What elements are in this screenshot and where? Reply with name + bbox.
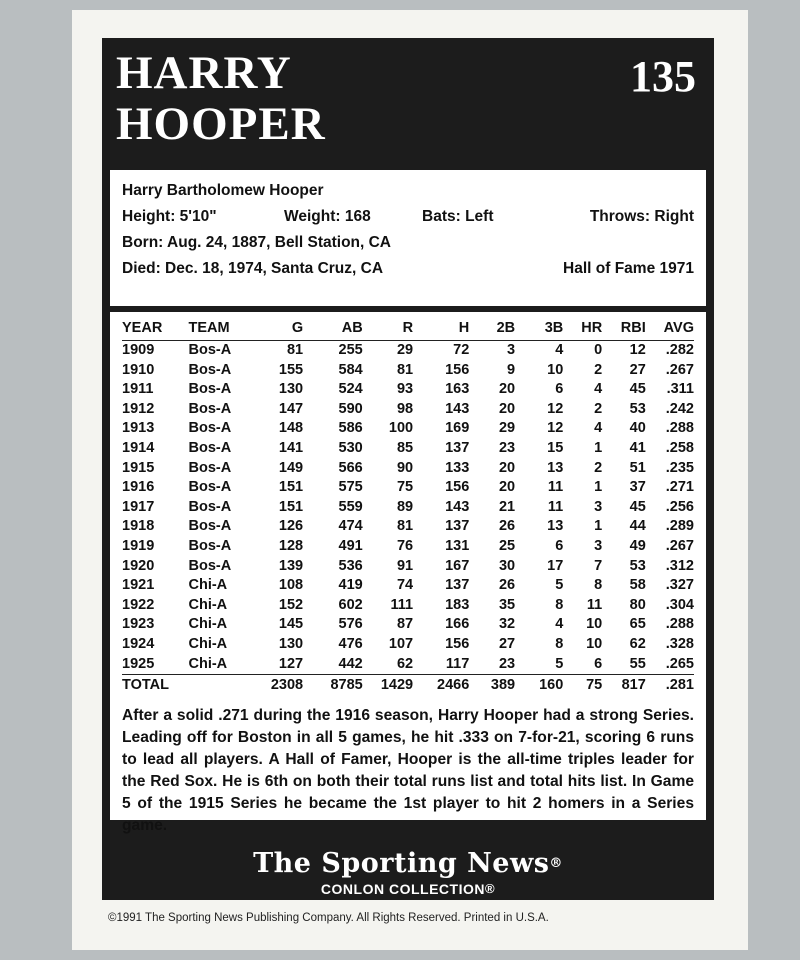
stat-cell: 1919 [122,537,155,554]
stat-cell: 30 [498,557,516,574]
table-row [122,576,694,596]
stat-cell: 62 [629,635,646,652]
stat-cell: 139 [278,557,304,574]
stat-cell: 58 [629,577,646,594]
stat-cell: 1920 [122,557,155,574]
stat-cell: 8 [555,596,564,613]
bio-line-1 [122,178,694,204]
col-header-3b: 3B [515,318,563,341]
stat-cell: 127 [278,655,304,672]
stat-cell: 20 [498,479,516,496]
stat-cell: 21 [498,498,516,515]
stat-cell: 45 [629,498,646,515]
stat-cell: 3 [594,537,603,554]
stat-cell: 474 [338,518,363,535]
stat-cell: .311 [666,381,694,398]
stat-cell: 148 [278,420,304,437]
table-row [122,478,694,498]
stat-cell: 12 [547,400,564,417]
stat-cell: 117 [445,655,470,672]
stat-cell: 6 [555,381,564,398]
stat-cell: 4 [594,420,603,437]
stat-cell: 1921 [122,577,155,594]
player-name [116,48,326,150]
stat-cell: 93 [396,381,414,398]
stat-cell: 6 [594,655,603,672]
stat-cell: 32 [498,616,516,633]
stat-cell: 3 [507,342,516,358]
full-name: Harry Bartholomew Hooper [122,182,324,199]
stat-cell: 1925 [122,655,155,672]
stat-cell: 81 [396,518,414,535]
stat-cell: 20 [498,400,516,417]
col-header-year: YEAR [122,318,188,341]
stat-cell: 536 [338,557,363,574]
stats-body [122,341,694,698]
table-row [122,596,694,616]
table-row [122,419,694,439]
col-header-r: R [363,318,413,341]
stat-cell: 85 [396,439,414,456]
stat-cell: 40 [629,420,646,437]
stat-cell: 4 [594,381,603,398]
stat-cell: 1913 [122,420,155,437]
stat-cell: 1923 [122,616,155,633]
stat-cell: 576 [338,616,363,633]
stat-cell: 76 [396,537,414,554]
stat-cell: 4 [555,342,564,358]
stat-cell: 566 [338,459,363,476]
stat-cell: 45 [629,381,646,398]
col-header-avg: AVG [646,318,694,341]
stat-cell: 130 [278,635,304,652]
stat-cell: 590 [338,400,363,417]
stat-cell: 91 [396,557,414,574]
table-row [122,655,694,675]
stat-cell: 4 [555,616,564,633]
stat-cell: 53 [629,557,646,574]
stat-cell: 151 [278,498,304,515]
stat-cell: 53 [629,400,646,417]
career-blurb: After a solid .271 during the 1916 season, Harry Hooper had a strong Series. Leading off for Boston in all 5 games, he hit .333 on 7-for-21, scoring 6 runs to lead all players. A Hall of Famer, Hooper is the all-time triples leader for the Red Sox. He is 6th on both their total runs list and total hits list. In Game 5 of the 1915 Series he became the 1st player to hit 2 homers in a Series game. [122,707,694,835]
stat-cell: 169 [445,420,470,437]
table-row [122,635,694,655]
col-header-2b: 2B [469,318,515,341]
stat-cell: 3 [594,498,603,515]
stat-cell: .288 [665,616,694,633]
stat-cell: 65 [629,616,646,633]
table-row [122,341,694,361]
sporting-news-logo [102,848,714,898]
stat-cell: 1914 [122,439,155,456]
stat-cell: .267 [665,361,694,378]
stat-cell: 1 [594,439,603,456]
stat-cell: 1922 [122,596,155,613]
stat-cell: 6 [555,537,564,554]
bio-line-2 [122,204,694,230]
stat-cell: 559 [338,498,363,515]
stat-cell: 1912 [122,400,155,417]
stat-cell: Bos-A [188,439,232,456]
stat-cell: 1909 [122,342,155,358]
stat-cell: .258 [665,439,694,456]
stat-cell: 530 [338,439,363,456]
stat-cell: 491 [338,537,363,554]
stat-cell: 12 [629,342,646,358]
stat-cell: .242 [665,400,694,417]
stat-cell: 149 [278,459,304,476]
stat-cell: 156 [445,361,470,378]
bio-line-3 [122,230,694,256]
stat-cell: Chi-A [188,596,228,613]
card-number: 135 [630,52,696,101]
stat-cell: 255 [338,342,363,358]
stat-cell: 35 [498,596,516,613]
stat-cell: Bos-A [188,420,232,437]
stats-table [122,318,694,697]
stat-cell: Bos-A [188,557,232,574]
stat-cell: 156 [445,479,470,496]
stat-cell: 0 [594,342,603,358]
total-cell: 2466 [413,675,469,698]
stat-cell: 183 [445,596,470,613]
stat-cell: 87 [396,616,414,633]
stat-cell: .327 [665,577,694,594]
stat-cell: 1918 [122,518,155,535]
copyright-notice: ©1991 The Sporting News Publishing Company. All Rights Reserved. Printed in U.S.A. [108,912,549,924]
died: Died: Dec. 18, 1974, Santa Cruz, CA [122,260,384,277]
total-cell: 160 [515,675,563,698]
registered-mark-sub: ® [484,881,496,896]
stat-cell: 11 [586,596,603,613]
stat-cell: Chi-A [188,635,228,652]
stat-cell: Bos-A [188,400,232,417]
stat-cell: 11 [547,498,564,515]
table-row [122,537,694,557]
stat-cell: 62 [396,655,414,672]
stat-cell: 81 [286,342,304,358]
total-cell: 817 [602,675,646,698]
col-header-g: G [255,318,303,341]
stat-cell: 10 [586,616,603,633]
stat-cell: 163 [445,381,470,398]
stat-cell: 143 [445,498,470,515]
stat-cell: .328 [665,635,694,652]
hall-of-fame: Hall of Fame 1971 [563,260,694,277]
stat-cell: 2 [594,459,603,476]
stat-cell: 167 [445,557,470,574]
stat-cell: 75 [396,479,414,496]
stat-cell: 27 [498,635,516,652]
table-row [122,459,694,479]
stat-cell: 13 [547,518,564,535]
stat-cell: 13 [547,459,564,476]
card-black-panel [102,38,714,900]
stat-cell: 137 [445,439,470,456]
total-cell: 2308 [255,675,303,698]
stat-cell: 137 [445,577,470,594]
stat-cell: 586 [338,420,363,437]
registered-mark: ® [549,856,563,871]
stat-cell: 575 [338,479,363,496]
stat-cell: 1 [594,479,603,496]
stat-cell: 128 [278,537,304,554]
stat-cell: 7 [594,557,603,574]
stat-cell: 137 [445,518,470,535]
stat-cell: 98 [396,400,414,417]
stat-cell: 26 [498,577,516,594]
bio-panel [110,170,706,306]
stat-cell: 5 [555,655,564,672]
stat-cell: 11 [547,479,564,496]
stat-cell: 130 [278,381,304,398]
stat-cell: 74 [396,577,414,594]
stat-cell: .265 [665,655,694,672]
stat-cell: 23 [498,439,516,456]
stat-cell: 107 [388,635,414,652]
stat-cell: 151 [278,479,304,496]
stat-cell: 49 [629,537,646,554]
stat-cell: 55 [629,655,646,672]
stat-cell: Bos-A [188,459,232,476]
stat-cell: 89 [396,498,414,515]
stat-cell: 147 [278,400,304,417]
stat-cell: 2 [594,361,603,378]
height: Height: 5'10" [122,208,217,225]
stat-cell: 8 [555,635,564,652]
table-row [122,439,694,459]
stat-cell: 1924 [122,635,155,652]
stat-cell: 442 [338,655,363,672]
bats: Bats: Left [422,208,494,225]
stat-cell: Bos-A [188,518,232,535]
stat-cell: 156 [445,635,470,652]
table-row [122,380,694,400]
stat-cell: 72 [453,342,470,358]
stat-cell: 100 [388,420,414,437]
stat-cell: Bos-A [188,498,232,515]
total-cell: 8785 [303,675,363,698]
bio-line-4 [122,256,694,282]
stat-cell: 8 [594,577,603,594]
stat-cell: Chi-A [188,616,228,633]
stat-cell: 5 [555,577,564,594]
stat-cell: Bos-A [188,479,232,496]
stat-cell: 1916 [122,479,155,496]
stat-cell: 20 [498,381,516,398]
stat-cell: 1 [594,518,603,535]
col-header-hr: HR [563,318,602,341]
stat-cell: .289 [665,518,694,535]
total-cell: 389 [469,675,515,698]
stat-cell: 1910 [122,361,155,378]
stat-cell: 29 [396,342,414,358]
stat-cell: 10 [547,361,564,378]
stat-cell: 131 [445,537,470,554]
stat-cell: Chi-A [188,577,228,594]
total-cell: 1429 [363,675,413,698]
stat-cell: 12 [547,420,564,437]
stat-cell: Chi-A [188,655,228,672]
total-cell: TOTAL [122,675,188,698]
stat-cell: 20 [498,459,516,476]
stat-cell: 90 [396,459,414,476]
stat-cell: 2 [594,400,603,417]
stat-cell: 155 [278,361,304,378]
stat-cell: 44 [629,518,646,535]
stat-cell: Bos-A [188,342,232,358]
table-row [122,557,694,577]
stat-cell: .304 [665,596,694,613]
col-header-team: TEAM [188,318,254,341]
stat-cell: 29 [498,420,516,437]
stat-cell: Bos-A [188,381,232,398]
player-name-first: HARRY [116,47,292,99]
table-row [122,361,694,381]
stat-cell: 145 [278,616,304,633]
stat-cell: 10 [586,635,603,652]
stat-cell: 419 [338,577,363,594]
stats-header-row [122,318,694,341]
baseball-card-back [72,10,748,950]
stat-cell: 141 [278,439,304,456]
stat-cell: 9 [507,361,516,378]
stat-cell: .282 [665,342,694,358]
logo-title: The Sporting News [253,848,550,879]
table-row [122,615,694,635]
stat-cell: .288 [665,420,694,437]
stat-cell: .267 [665,537,694,554]
stat-cell: 143 [445,400,470,417]
col-header-rbi: RBI [602,318,646,341]
col-header-h: H [413,318,469,341]
stat-cell: 1915 [122,459,155,476]
stat-cell: .271 [665,479,694,496]
born: Born: Aug. 24, 1887, Bell Station, CA [122,234,392,251]
total-cell: .281 [646,675,694,698]
total-cell: 75 [563,675,602,698]
stat-cell: 1911 [122,381,154,398]
stat-cell: 524 [338,381,363,398]
stat-cell: 51 [629,459,646,476]
stat-cell: 81 [396,361,414,378]
table-row [122,498,694,518]
stat-cell: 476 [338,635,363,652]
stat-cell: Bos-A [188,361,232,378]
stat-cell: 17 [547,557,564,574]
throws: Throws: Right [589,208,694,225]
stat-cell: 584 [338,361,363,378]
table-row [122,400,694,420]
stat-cell: 602 [338,596,363,613]
player-name-last: HOOPER [116,98,326,150]
totals-row [122,675,694,698]
stat-cell: 111 [390,596,414,613]
stat-cell: 37 [629,479,646,496]
weight: Weight: 168 [284,208,371,225]
stat-cell: 41 [629,439,646,456]
col-header-ab: AB [303,318,363,341]
stats-panel [110,312,706,835]
stat-cell: 27 [629,361,646,378]
stat-cell: 133 [445,459,470,476]
stat-cell: 108 [278,577,304,594]
stat-cell: 25 [498,537,516,554]
logo-subtitle: CONLON COLLECTION [320,881,485,897]
stat-cell: 15 [547,439,564,456]
stat-cell: .256 [665,498,694,515]
stat-cell: .235 [665,459,694,476]
stat-cell: .312 [665,557,694,574]
stat-cell: 126 [278,518,304,535]
stat-cell: 152 [278,596,304,613]
stat-cell: Bos-A [188,537,232,554]
stat-cell: 80 [629,596,646,613]
table-row [122,517,694,537]
stat-cell: 166 [445,616,470,633]
stat-cell: 23 [498,655,516,672]
stat-cell: 1917 [122,498,155,515]
stat-cell: 26 [498,518,516,535]
total-cell [188,675,254,698]
